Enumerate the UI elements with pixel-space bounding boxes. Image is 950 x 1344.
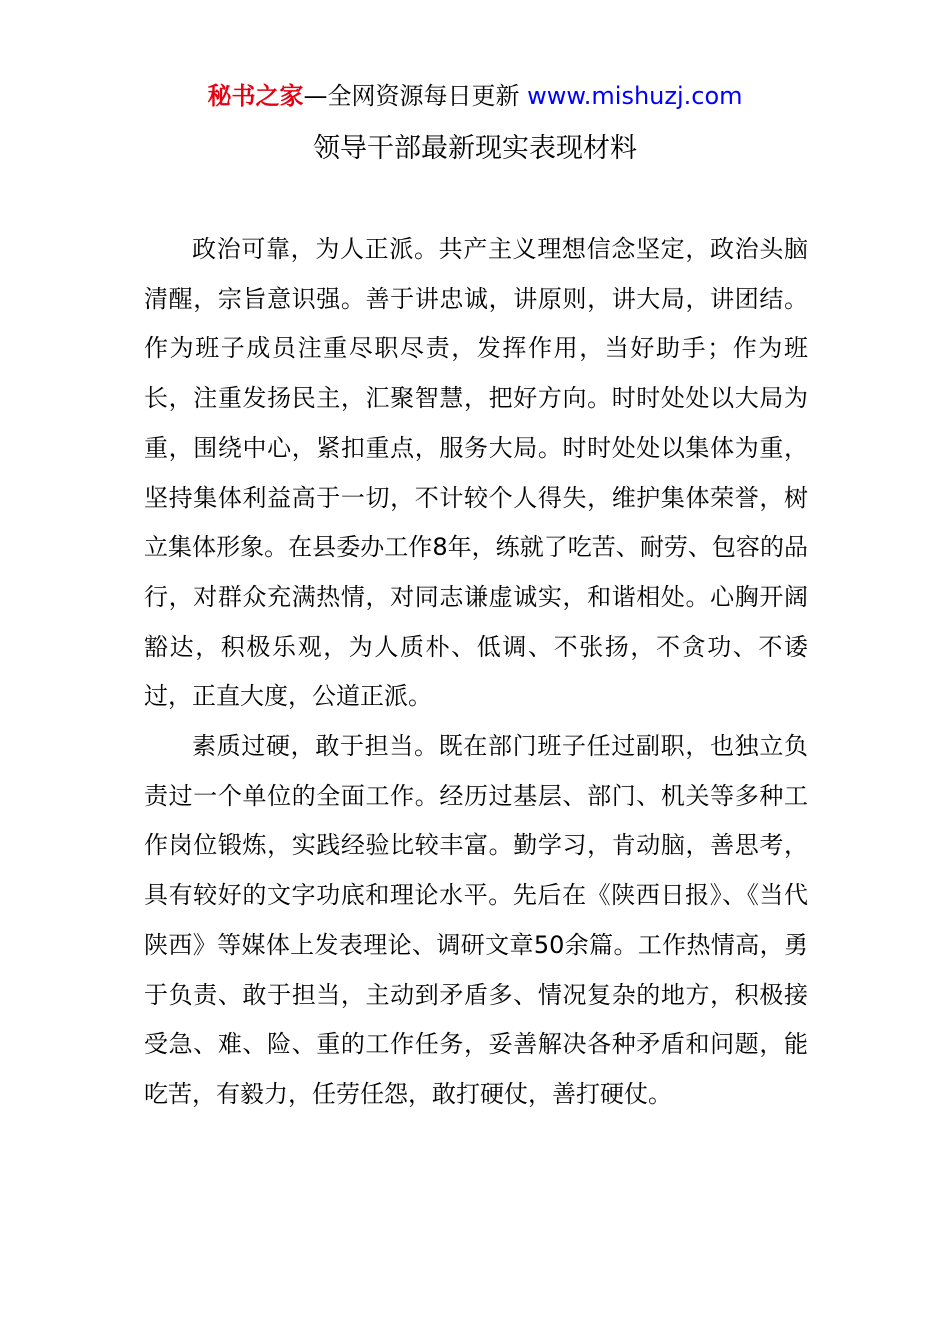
document-body [144,225,808,1120]
paragraph-political: 政治可靠，为人正派。共产主义理想信念坚定，政治头脑清醒，宗旨意识强。善于讲忠诚，讲原则，讲大局，讲团结。作为班子成员注重尽职尽责，发挥作用，当好助手；作为班长，注重发扬民主，汇聚智慧，把好方向。时时处处以大局为重，围绕中心，紧扣重点，服务大局。时时处处以集体为重，坚持集体利益高于一切，不计较个人得失，维护集体荣誉，树立集体形象。在县委办工作8年，练就了吃苦、耐劳、包容的品行，对群众充满热情，对同志谦虚诚实，和谐相处。心胸开阔豁达，积极乐观，为人质朴、低调、不张扬，不贪功、不诿过，正直大度，公道正派。 [144,235,808,711]
brand-name: 秘书之家 [207,82,304,110]
header-tagline: —全网资源每日更新 [303,82,528,110]
site-url-link[interactable]: www.mishuzj.com [527,82,743,110]
document-title: 领导干部最新现实表现材料 [313,133,637,164]
site-header [0,80,950,112]
paragraph-quality: 素质过硬，敢于担当。既在部门班子任过副职，也独立负责过一个单位的全面工作。经历过基层、部门、机关等多种工作岗位锻炼，实践经验比较丰富。勤学习，肯动脑，善思考，具有较好的文字功底和理论水平。先后在《陕西日报》、《当代陕西》等媒体上发表理论、调研文章50余篇。工作热情高，勇于负责、敢于担当，主动到矛盾多、情况复杂的地方，积极接受急、难、险、重的工作任务，妥善解决各种矛盾和问题，能吃苦，有毅力，任劳任怨，敢打硬仗，善打硬仗。 [144,732,808,1108]
